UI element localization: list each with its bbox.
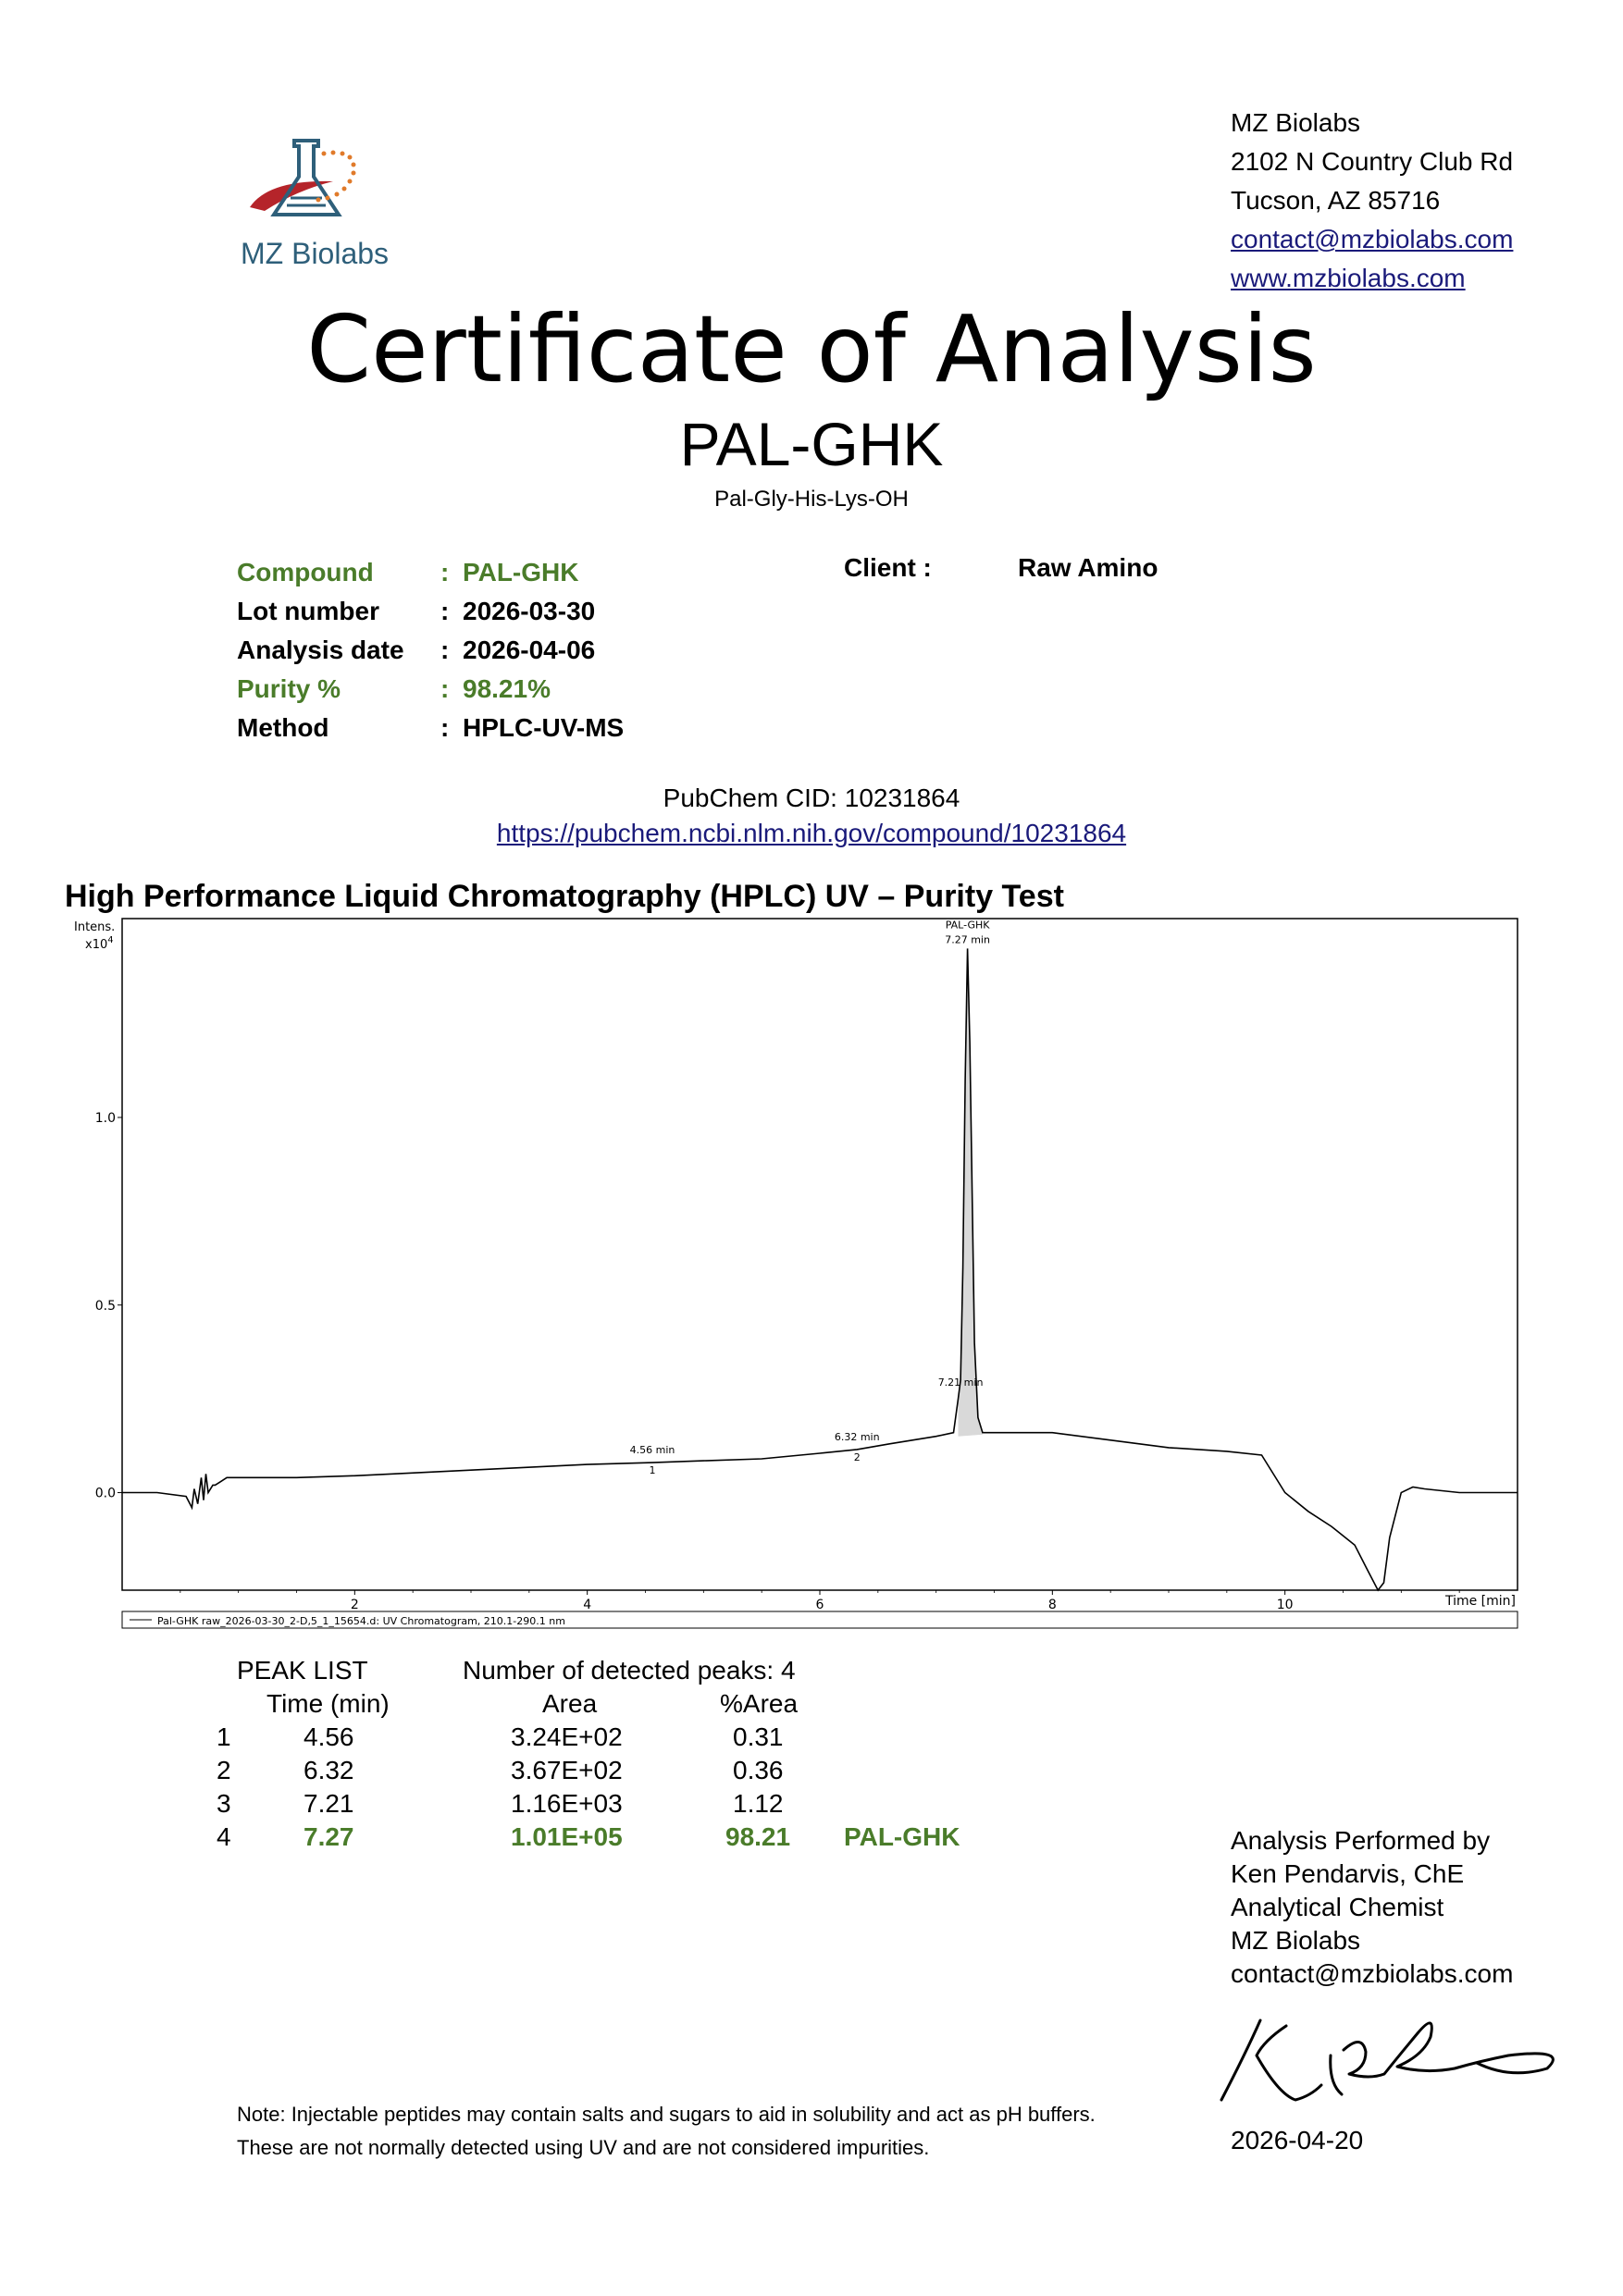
y-ticks [95,1111,122,1501]
colon: : [440,713,450,742]
analyst-name: Ken Pendarvis, ChE [1231,1859,1465,1888]
hplc-chromatogram [56,911,1536,1633]
colon: : [440,636,450,664]
page-title: Certificate of Analysis [306,295,1317,403]
pubchem-cid: PubChem CID: 10231864 [663,784,960,812]
product-name: PAL-GHK [679,410,944,478]
peak-name-label: PAL-GHK [945,919,990,932]
peak-time: 7.27 [304,1822,354,1851]
x-tick-label: 10 [1276,1598,1294,1612]
col-area-header: Area [542,1689,598,1718]
peak-pct: 1.12 [733,1789,784,1818]
peak-time: 6.32 [304,1756,354,1784]
pubchem-block [0,781,1623,851]
footnote [237,2098,1096,2165]
peak-time-label: 4.56 min [629,1444,675,1457]
analyst-line1: Analysis Performed by [1231,1826,1491,1855]
compound-value: PAL-GHK [463,558,579,586]
col-time-header: Time (min) [266,1689,390,1718]
client-value: Raw Amino [1018,553,1158,582]
peak-number-label: 1 [649,1464,656,1477]
peak-pct: 0.31 [733,1722,784,1751]
colon: : [440,558,450,586]
peak-time: 7.21 [304,1789,354,1818]
lot-label: Lot number [237,597,379,625]
purity-label: Purity % [237,674,341,703]
peak-name: PAL-GHK [844,1822,960,1851]
hplc-section-title: High Performance Liquid Chromatography (HPLC) UV – Purity Test [65,879,1064,914]
lot-value: 2026-03-30 [463,597,596,625]
analyst-company: MZ Biolabs [1231,1926,1361,1955]
y-axis-label-line2 [85,935,114,952]
client-label: Client : [844,553,932,582]
purity-value: 98.21% [463,674,551,703]
peak-area: 1.16E+03 [511,1789,623,1818]
x-axis-label: Time [min] [1444,1594,1516,1609]
flask-logo-icon [231,126,416,237]
analysis-date-value: 2026-04-06 [463,636,596,664]
plot-frame [122,919,1518,1590]
peak-time: 4.56 [304,1722,354,1751]
col-pct-header: %Area [720,1689,799,1718]
address-line2: Tucson, AZ 85716 [1231,186,1441,215]
peak-number: 2 [217,1756,231,1784]
email-link[interactable]: contact@mzbiolabs.com [1231,225,1514,253]
y-axis-label-exp: 4 [107,935,114,945]
y-tick-label: 0.5 [94,1298,116,1314]
analyst-block [1231,1824,1513,1991]
company-address [1231,104,1513,298]
peak-pct: 0.36 [733,1756,784,1784]
peak-number: 4 [217,1822,231,1851]
method-label: Method [237,713,329,742]
method-value: HPLC-UV-MS [463,713,625,742]
x-ticks [180,1590,1459,1612]
legend-text: Pal-GHK raw_2026-03-30_2-D,5_1_15654.d: UV Chromatogram, 210.1-290.1 nm [157,1615,565,1627]
company-logo [231,126,416,274]
x-tick-label: 6 [815,1598,824,1612]
signature [1203,2000,1573,2111]
peak-pct: 98.21 [725,1822,791,1851]
logo-text: MZ Biolabs [241,237,390,270]
uv-trace [122,948,1518,1590]
colon: : [440,674,450,703]
peak-labels [630,919,991,1476]
peak-count: Number of detected peaks: 4 [463,1656,796,1685]
peak-time-label: 7.21 min [937,1376,984,1389]
y-tick-label: 1.0 [94,1110,116,1126]
website-link[interactable]: www.mzbiolabs.com [1231,264,1466,292]
peak-time-label: 6.32 min [834,1430,880,1443]
peak-area: 3.67E+02 [511,1756,623,1784]
address-line1: 2102 N Country Club Rd [1231,147,1514,176]
y-axis-label-line1: Intens. [74,920,116,934]
x-tick-label: 4 [583,1598,592,1612]
peak-time-label: 7.27 min [945,933,990,946]
product-formula: Pal-Gly-His-Lys-OH [714,487,909,512]
colon: : [440,597,450,625]
peak-area: 1.01E+05 [511,1822,623,1851]
compound-label: Compound [237,558,374,586]
pubchem-link[interactable]: https://pubchem.ncbi.nlm.nih.gov/compound/10231864 [496,819,1127,847]
peak-number: 3 [217,1789,231,1818]
main-peak-fill [959,948,983,1436]
analyst-email: contact@mzbiolabs.com [1231,1959,1514,1988]
y-tick-label: 0.0 [94,1486,116,1501]
company-name: MZ Biolabs [1231,108,1361,137]
analysis-date-label: Analysis date [237,636,404,664]
analyst-title: Analytical Chemist [1231,1893,1444,1921]
peak-area: 3.24E+02 [511,1722,623,1751]
peak-list-title: PEAK LIST [237,1656,368,1685]
note-line1: Note: Injectable peptides may contain salts and sugars to aid in solubility and act as pH buffers. [237,2103,1096,2126]
y-axis-label-base: x10 [85,938,108,952]
peak-number: 1 [217,1722,231,1751]
note-line2: These are not normally detected using UV and are not considered impurities. [237,2136,930,2159]
x-tick-label: 2 [350,1598,359,1612]
signature-date: 2026-04-20 [1231,2126,1364,2154]
x-tick-label: 8 [1047,1598,1057,1612]
peak-number-label: 2 [853,1450,861,1463]
